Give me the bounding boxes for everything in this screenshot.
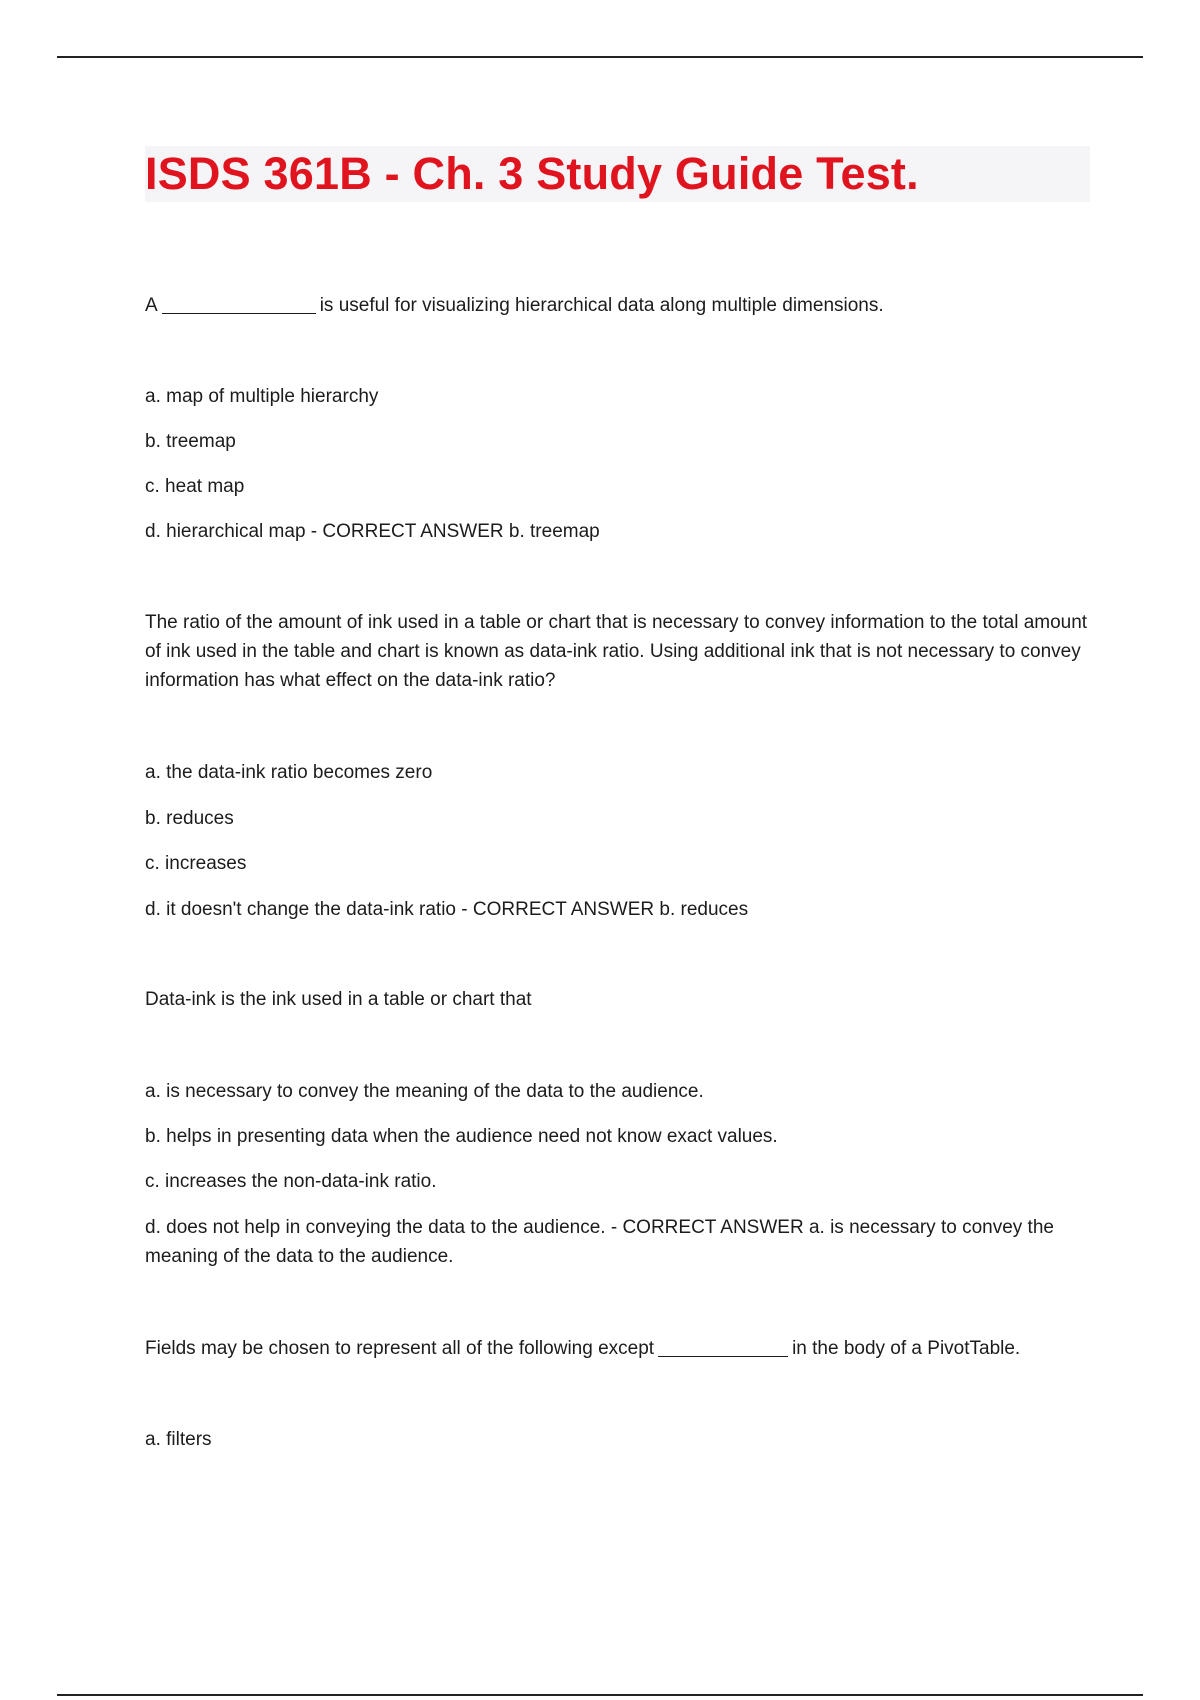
question-3-option-b: b. helps in presenting data when the audience need not know exact values. — [145, 1126, 778, 1147]
question-2-option-b: b. reduces — [145, 808, 234, 829]
question-2-option-d: d. it doesn't change the data-ink ratio - CORRECT ANSWER b. reduces — [145, 899, 749, 920]
document-title: ISDS 361B - Ch. 3 Study Guide Test. — [145, 148, 919, 199]
question-3-option-a: a. is necessary to convey the meaning of the data to the audience. — [145, 1081, 704, 1102]
question-2-prompt: The ratio of the amount of ink used in a table or chart that is necessary to convey information to the total amount of ink used in the table and chart is known as data-ink ratio. Using additional ink that is not necessary to convey information has what effect on the data-ink ratio? — [145, 612, 1088, 691]
question-3-prompt: Data-ink is the ink used in a table or chart that — [145, 989, 532, 1010]
question-1-option-a: a. map of multiple hierarchy — [145, 386, 379, 407]
question-4-prompt-start: Fields may be chosen to represent all of the following except — [145, 1338, 655, 1359]
page-bottom-rule — [57, 1694, 1143, 1696]
question-1-option-d: d. hierarchical map - CORRECT ANSWER b. treemap — [145, 521, 600, 542]
question-1-prompt-start: A — [145, 295, 158, 316]
question-3-option-c: c. increases the non-data-ink ratio. — [145, 1171, 437, 1192]
question-1-prompt-end: is useful for visualizing hierarchical data along multiple dimensions. — [319, 295, 884, 316]
question-4-prompt-end: in the body of a PivotTable. — [792, 1338, 1021, 1359]
question-4-prompt — [145, 1334, 1090, 1363]
question-1-option-b: b. treemap — [145, 431, 236, 452]
question-1-prompt — [145, 291, 1090, 320]
question-3-option-d: d. does not help in conveying the data to the audience. - CORRECT ANSWER a. is necessary to convey the meaning of the data to the audience. — [145, 1217, 1054, 1267]
fill-in-blank — [658, 1338, 788, 1357]
question-4-option-a: a. filters — [145, 1429, 212, 1450]
page-top-rule — [57, 56, 1143, 58]
fill-in-blank — [162, 295, 316, 314]
question-2-option-c: c. increases — [145, 853, 247, 874]
question-1-option-c: c. heat map — [145, 476, 245, 497]
question-2-option-a: a. the data-ink ratio becomes zero — [145, 762, 433, 783]
